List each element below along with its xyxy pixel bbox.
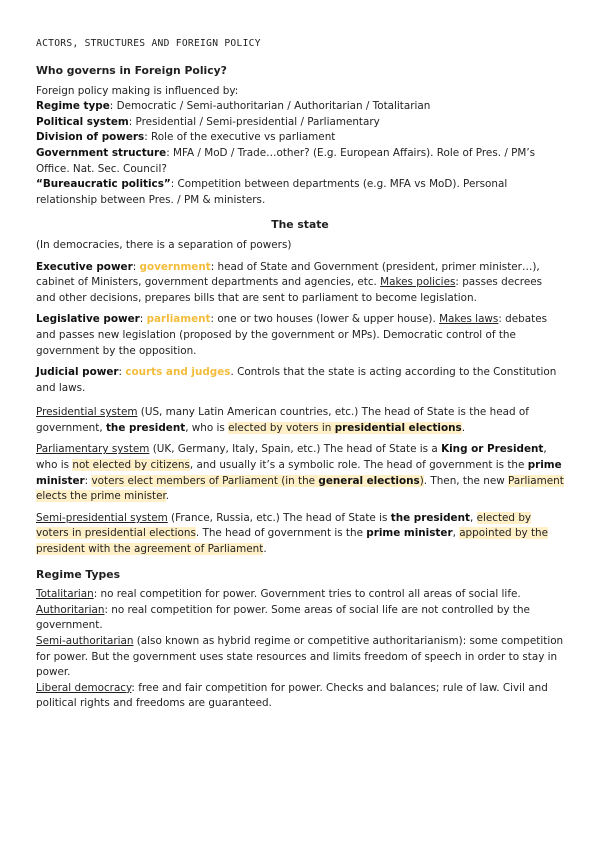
executive-power-label: Executive power xyxy=(36,260,133,273)
government-structure-line xyxy=(36,146,564,177)
parl-bold-1: King or President xyxy=(441,443,544,456)
authoritarian-term: Authoritarian xyxy=(36,603,105,616)
legislative-text-2: : debates and passes new legislation (proposed by the government or MPs). Democratic control of the government by the opposition. xyxy=(36,313,547,357)
semi-authoritarian-term: Semi-authoritarian xyxy=(36,635,134,647)
parl-highlight-2 xyxy=(91,475,423,487)
executive-sep: : xyxy=(132,260,140,273)
pres-bold-1: the president xyxy=(105,421,186,434)
semi-authoritarian-text: (also known as hybrid regime or competitive authoritarianism): some competition for power. But the government uses state resources and limits freedom of speech in order to stay in power. xyxy=(36,635,564,679)
parl-text-5: . Then, the new xyxy=(423,474,509,487)
executive-text-1: : head of State and Government (president, primer minister…), cabinet of Ministers, government departments and agencies, etc. xyxy=(36,260,540,289)
semi-highlight-2: appointed by the president with the agreement of Parliament xyxy=(36,527,549,556)
regime-type-label: Regime type xyxy=(36,100,110,113)
government-structure-label: Government structure xyxy=(36,146,167,159)
parl-text-4: : xyxy=(84,474,92,487)
totalitarian-text: : no real competition for power. Government tries to control all areas of social life. xyxy=(93,588,521,601)
legislative-power-paragraph xyxy=(36,312,564,359)
semi-bold-1: the president xyxy=(390,511,470,524)
political-system-label: Political system xyxy=(36,115,129,128)
bureaucratic-politics-label: “Bureaucratic politics” xyxy=(36,178,171,191)
executive-keyword: government xyxy=(139,260,211,273)
semi-presidential-system-paragraph xyxy=(36,511,564,558)
executive-text-2: : passes decrees and other decisions, prepares bills that are sent to parliament to become legislation. xyxy=(36,276,543,304)
semi-text-2: , xyxy=(469,511,477,524)
parl-text-6: . xyxy=(165,490,170,503)
legislative-text-1: : one or two houses (lower & upper house). xyxy=(210,313,440,326)
parl-highlight-1: not elected by citizens xyxy=(72,459,190,472)
liberal-democracy-line xyxy=(36,681,564,712)
pres-highlight xyxy=(228,422,462,434)
parl-text-3: , and usually it’s a symbolic role. The head of government is the xyxy=(189,459,528,472)
parl-highlight-2-text: voters elect members of Parliament (in the xyxy=(91,474,319,487)
judicial-power-paragraph xyxy=(36,365,564,396)
executive-power-paragraph xyxy=(36,260,564,307)
totalitarian-term: Totalitarian xyxy=(36,588,94,601)
separation-note: (In democracies, there is a separation of powers) xyxy=(36,238,292,251)
political-system-line xyxy=(36,115,564,131)
legislative-power-label: Legislative power xyxy=(36,313,140,326)
political-system-text: : Presidential / Semi-presidential / Parliamentary xyxy=(128,115,380,128)
semi-highlight-1: elected by voters in presidential elections xyxy=(36,511,532,540)
semi-authoritarian-line xyxy=(36,634,564,681)
section-heading-who-governs: Who governs in Foreign Policy? xyxy=(36,64,227,77)
pres-text-3: . xyxy=(461,421,466,434)
semi-bold-2: prime minister xyxy=(366,527,453,540)
legislative-keyword: parliament xyxy=(146,313,211,326)
legislative-makes-laws: Makes laws xyxy=(439,313,499,326)
document-title: ACTORS, STRUCTURES AND FOREIGN POLICY xyxy=(36,38,261,49)
judicial-power-label: Judicial power xyxy=(36,366,119,379)
bureaucratic-politics-line xyxy=(36,177,564,208)
regime-type-text: : Democratic / Semi-authoritarian / Authoritarian / Totalitarian xyxy=(109,100,431,113)
presidential-system-paragraph xyxy=(36,405,564,436)
section-heading-regime-types: Regime Types xyxy=(36,567,120,581)
semi-presidential-system-term: Semi-presidential system xyxy=(36,511,168,524)
pres-highlight-text: elected by voters in xyxy=(228,421,335,434)
pres-text-2: , who is xyxy=(185,421,229,434)
parliamentary-system-term: Parliamentary system xyxy=(36,443,150,456)
pres-text-1: (US, many Latin American countries, etc.) The head of State is the head of government, xyxy=(36,406,529,434)
intro-paragraph: Foreign policy making is influenced by: xyxy=(36,84,239,97)
parliamentary-system-paragraph xyxy=(36,442,564,504)
executive-makes-policies: Makes policies xyxy=(380,276,456,289)
liberal-democracy-term: Liberal democracy xyxy=(36,681,132,694)
totalitarian-line xyxy=(36,587,564,603)
parl-highlight-3: Parliament elects the prime minister xyxy=(36,474,564,503)
presidential-system-term: Presidential system xyxy=(36,406,138,419)
parl-highlight-2-bold: general elections xyxy=(318,474,420,487)
semi-text-1: (France, Russia, etc.) The head of State is xyxy=(167,511,391,524)
authoritarian-text: : no real competition for power. Some areas of social life are not controlled by the government. xyxy=(36,603,530,632)
semi-text-5: . xyxy=(263,543,267,556)
liberal-democracy-text: : free and fair competition for power. Checks and balances; rule of law. Civil and political rights and freedoms are guaranteed. xyxy=(36,681,548,710)
semi-text-4: , xyxy=(452,527,460,540)
legislative-sep: : xyxy=(139,313,147,326)
parl-text-2: , who is xyxy=(36,443,547,472)
judicial-sep: : xyxy=(118,366,126,379)
section-heading-the-state: The state xyxy=(271,218,329,232)
semi-text-3: . The head of government is the xyxy=(195,527,367,540)
government-structure-text: : MFA / MoD / Trade…other? (E.g. European Affairs). Role of Pres. / PM’s Office. Nat. Sec. Council? xyxy=(36,146,536,175)
pres-highlight-bold: presidential elections xyxy=(334,421,462,434)
authoritarian-line xyxy=(36,603,564,634)
bureaucratic-politics-text: : Competition between departments (e.g. MFA vs MoD). Personal relationship between Pres. / PM & ministers. xyxy=(36,178,508,206)
parl-text-1: (UK, Germany, Italy, Spain, etc.) The head of State is a xyxy=(149,443,442,456)
regime-type-line xyxy=(36,99,564,115)
division-of-powers-label: Division of powers xyxy=(36,131,145,144)
division-of-powers-text: : Role of the executive vs parliament xyxy=(144,131,336,144)
judicial-text-1: . Controls that the state is acting according to the Constitution and laws. xyxy=(36,366,557,394)
parl-highlight-2-close: ) xyxy=(419,474,424,487)
division-of-powers-line xyxy=(36,130,564,146)
judicial-keyword: courts and judges xyxy=(125,366,231,379)
parl-bold-2: prime minister xyxy=(36,459,562,487)
